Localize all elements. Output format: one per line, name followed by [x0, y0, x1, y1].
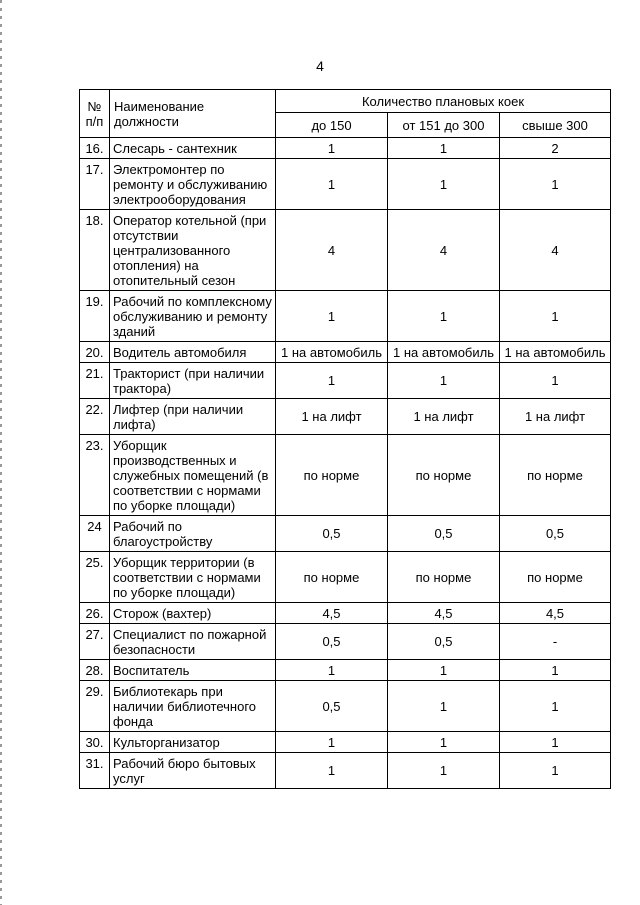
value-over-300: 2 [500, 138, 611, 159]
value-over-300: 1 на автомобиль [500, 342, 611, 363]
table-row [80, 138, 611, 159]
table-body [80, 138, 611, 789]
table-row [80, 399, 611, 435]
position-name: Водитель автомобиля [110, 342, 276, 363]
value-over-300: - [500, 624, 611, 660]
position-name: Сторож (вахтер) [110, 603, 276, 624]
row-number: 21. [80, 363, 110, 399]
position-name: Электромонтер по ремонту и обслуживанию электрооборудования [110, 159, 276, 210]
value-151-to-300: 1 [388, 660, 500, 681]
value-151-to-300: 1 [388, 753, 500, 789]
table-row [80, 210, 611, 291]
row-number: 29. [80, 681, 110, 732]
value-151-to-300: 1 [388, 681, 500, 732]
staff-table-container [79, 89, 610, 789]
table-row [80, 732, 611, 753]
position-name: Рабочий по комплексному обслуживанию и ремонту зданий [110, 291, 276, 342]
row-number: 22. [80, 399, 110, 435]
row-number: 20. [80, 342, 110, 363]
table-row [80, 363, 611, 399]
row-number: 31. [80, 753, 110, 789]
value-up-to-150: 1 на автомобиль [276, 342, 388, 363]
table-row [80, 435, 611, 516]
value-up-to-150: по норме [276, 435, 388, 516]
value-over-300: 1 [500, 660, 611, 681]
position-name: Тракторист (при наличии трактора) [110, 363, 276, 399]
row-number: 23. [80, 435, 110, 516]
value-over-300: 1 [500, 681, 611, 732]
row-number: 26. [80, 603, 110, 624]
value-up-to-150: 0,5 [276, 681, 388, 732]
row-number: 16. [80, 138, 110, 159]
scan-edge [0, 0, 2, 905]
position-name: Уборщик производственных и служебных помещений (в соответствии с нормами по уборке площади) [110, 435, 276, 516]
header-name: Наименование должности [110, 90, 276, 138]
row-number: 18. [80, 210, 110, 291]
table-header [80, 90, 611, 138]
value-over-300: 1 на лифт [500, 399, 611, 435]
value-over-300: 1 [500, 291, 611, 342]
position-name: Рабочий бюро бытовых услуг [110, 753, 276, 789]
value-up-to-150: по норме [276, 552, 388, 603]
value-151-to-300: 1 [388, 732, 500, 753]
value-up-to-150: 1 [276, 159, 388, 210]
value-up-to-150: 1 [276, 138, 388, 159]
value-up-to-150: 1 [276, 732, 388, 753]
value-151-to-300: по норме [388, 435, 500, 516]
row-number: 28. [80, 660, 110, 681]
value-up-to-150: 1 [276, 660, 388, 681]
value-151-to-300: 0,5 [388, 516, 500, 552]
row-number: 19. [80, 291, 110, 342]
value-up-to-150: 1 [276, 753, 388, 789]
value-over-300: 4,5 [500, 603, 611, 624]
position-name: Слесарь - сантехник [110, 138, 276, 159]
page-number: 4 [316, 58, 324, 74]
staff-table [79, 89, 611, 789]
value-151-to-300: 4 [388, 210, 500, 291]
header-col-2: от 151 до 300 [388, 113, 500, 138]
value-151-to-300: 1 на лифт [388, 399, 500, 435]
position-name: Лифтер (при наличии лифта) [110, 399, 276, 435]
value-over-300: по норме [500, 552, 611, 603]
table-row [80, 681, 611, 732]
value-151-to-300: по норме [388, 552, 500, 603]
value-151-to-300: 0,5 [388, 624, 500, 660]
table-row [80, 516, 611, 552]
value-up-to-150: 1 [276, 363, 388, 399]
table-row [80, 159, 611, 210]
row-number: 24 [80, 516, 110, 552]
value-151-to-300: 1 [388, 138, 500, 159]
header-col-1: до 150 [276, 113, 388, 138]
position-name: Культорганизатор [110, 732, 276, 753]
value-up-to-150: 1 [276, 291, 388, 342]
value-over-300: 4 [500, 210, 611, 291]
value-over-300: по норме [500, 435, 611, 516]
table-row [80, 753, 611, 789]
position-name: Оператор котельной (при отсутствии централизованного отопления) на отопительный сезон [110, 210, 276, 291]
value-over-300: 1 [500, 159, 611, 210]
value-151-to-300: 1 на автомобиль [388, 342, 500, 363]
table-row [80, 624, 611, 660]
row-number: 27. [80, 624, 110, 660]
value-over-300: 1 [500, 732, 611, 753]
value-up-to-150: 0,5 [276, 516, 388, 552]
table-row [80, 291, 611, 342]
value-up-to-150: 0,5 [276, 624, 388, 660]
position-name: Библиотекарь при наличии библиотечного фонда [110, 681, 276, 732]
table-row [80, 603, 611, 624]
table-row [80, 552, 611, 603]
position-name: Воспитатель [110, 660, 276, 681]
table-row [80, 660, 611, 681]
position-name: Специалист по пожарной безопасности [110, 624, 276, 660]
value-over-300: 1 [500, 363, 611, 399]
position-name: Рабочий по благоустройству [110, 516, 276, 552]
value-up-to-150: 4,5 [276, 603, 388, 624]
value-up-to-150: 1 на лифт [276, 399, 388, 435]
row-number: 25. [80, 552, 110, 603]
position-name: Уборщик территории (в соответствии с нормами по уборке площади) [110, 552, 276, 603]
header-beds-group: Количество плановых коек [276, 90, 611, 113]
header-num: № п/п [80, 90, 110, 138]
header-col-3: свыше 300 [500, 113, 611, 138]
value-over-300: 1 [500, 753, 611, 789]
value-151-to-300: 1 [388, 159, 500, 210]
value-up-to-150: 4 [276, 210, 388, 291]
value-over-300: 0,5 [500, 516, 611, 552]
value-151-to-300: 1 [388, 363, 500, 399]
table-row [80, 342, 611, 363]
row-number: 17. [80, 159, 110, 210]
row-number: 30. [80, 732, 110, 753]
value-151-to-300: 4,5 [388, 603, 500, 624]
value-151-to-300: 1 [388, 291, 500, 342]
